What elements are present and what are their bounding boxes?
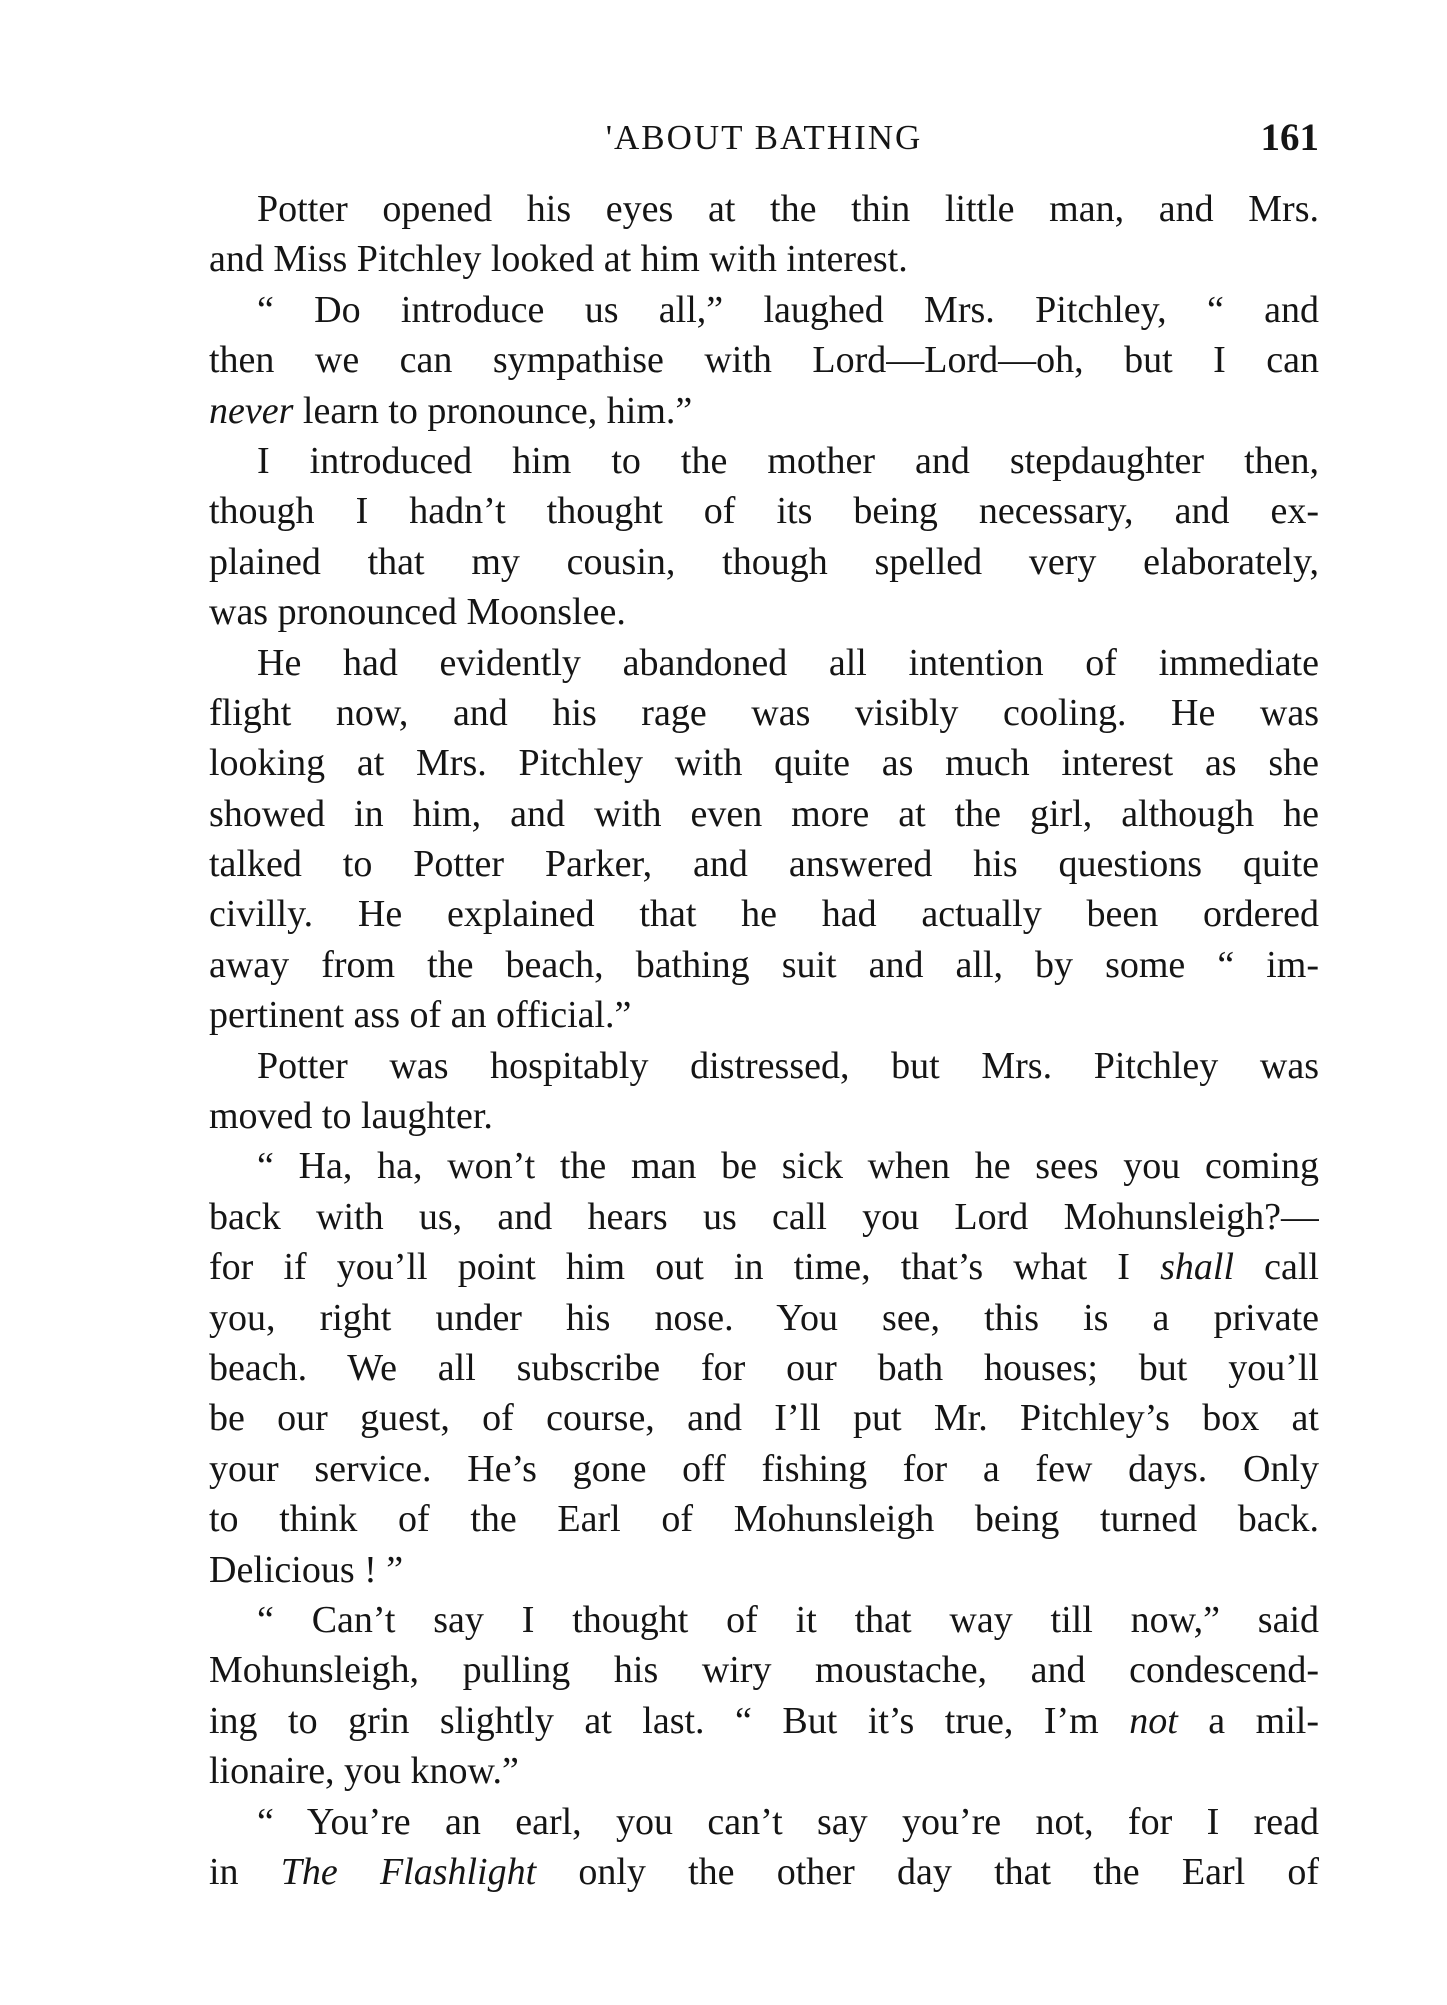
text-line: I introduced him to the mother and stepdaughter then, (257, 439, 1319, 482)
text-line: Delicious ! ” (209, 1548, 404, 1591)
text-line: then we can sympathise with Lord—Lord—oh, but I can (209, 339, 1319, 382)
text-line: “ Do introduce us all,” laughed Mrs. Pitchley, “ and (257, 288, 1319, 331)
text-line: though I hadn’t thought of its being necessary, and ex- (209, 490, 1319, 533)
text-line: pertinent ass of an official.” (209, 994, 632, 1037)
text-line: never learn to pronounce, him.” (209, 389, 693, 432)
text-line: talked to Potter Parker, and answered his questions quite (209, 843, 1319, 886)
text-line: lionaire, you know.” (209, 1750, 519, 1793)
text-line: plained that my cousin, though spelled very elaborately, (209, 540, 1319, 583)
body-text (209, 184, 1319, 1897)
text-line: beach. We all subscribe for our bath houses; but you’ll (209, 1346, 1319, 1389)
page-number: 161 (1260, 116, 1319, 159)
text-line: and Miss Pitchley looked at him with interest. (209, 238, 908, 281)
text-line: be our guest, of course, and I’ll put Mr. Pitchley’s box at (209, 1397, 1319, 1440)
text-line: away from the beach, bathing suit and all, by some “ im- (209, 943, 1319, 986)
text-line: to think of the Earl of Mohunsleigh being turned back. (209, 1498, 1319, 1541)
text-line: was pronounced Moonslee. (209, 591, 626, 634)
text-line: “ Can’t say I thought of it that way till now,” said (257, 1598, 1319, 1641)
text-line: you, right under his nose. You see, this is a private (209, 1296, 1319, 1339)
text-line: looking at Mrs. Pitchley with quite as much interest as she (209, 742, 1319, 785)
text-line: Mohunsleigh, pulling his wiry moustache, and condescend- (209, 1649, 1319, 1692)
text-line: in The Flashlight only the other day that the Earl of (209, 1850, 1319, 1893)
text-line: Potter was hospitably distressed, but Mrs. Pitchley was (257, 1044, 1319, 1087)
text-line: back with us, and hears us call you Lord Mohunsleigh?— (209, 1195, 1319, 1238)
text-line: your service. He’s gone off fishing for a few days. Only (209, 1447, 1319, 1490)
running-head (209, 112, 1319, 164)
text-line: flight now, and his rage was visibly cooling. He was (209, 691, 1319, 734)
text-line: “ Ha, ha, won’t the man be sick when he sees you coming (257, 1145, 1319, 1188)
text-line: moved to laughter. (209, 1095, 493, 1138)
text-line: ing to grin slightly at last. “ But it’s true, I’m not a mil- (209, 1699, 1319, 1742)
text-line: civilly. He explained that he had actually been ordered (209, 893, 1319, 936)
text-line: for if you’ll point him out in time, that’s what I shall call (209, 1246, 1319, 1289)
text-line: He had evidently abandoned all intention of immediate (257, 641, 1319, 684)
chapter-title: 'ABOUT BATHING (605, 118, 923, 157)
text-line: “ You’re an earl, you can’t say you’re not, for I read (257, 1800, 1319, 1843)
text-line: Potter opened his eyes at the thin little man, and Mrs. (257, 188, 1319, 230)
text-line: showed in him, and with even more at the girl, although he (209, 792, 1319, 835)
